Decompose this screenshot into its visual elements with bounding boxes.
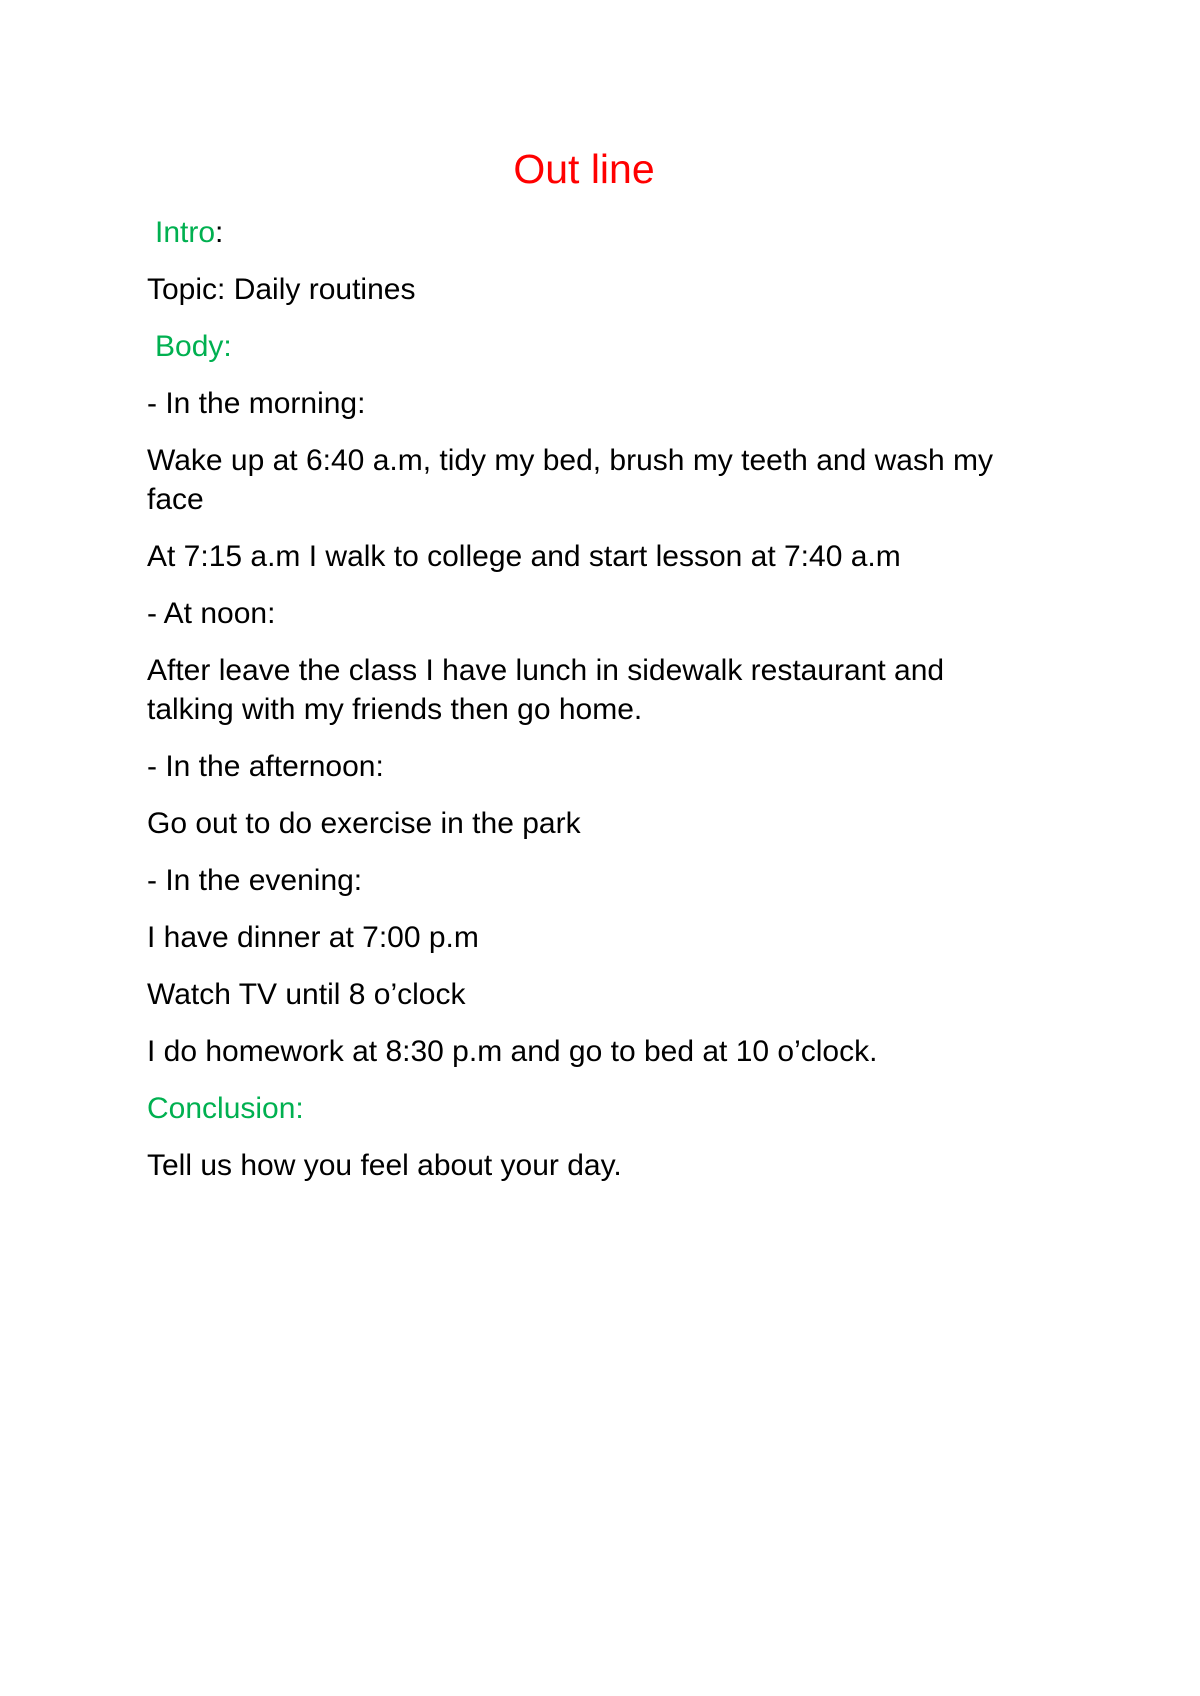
body-heading: Body: — [155, 330, 232, 363]
noon-label: - At noon: — [147, 597, 276, 630]
evening-line-2: Watch TV until 8 o’clock — [147, 978, 466, 1011]
intro-heading: Intro — [155, 216, 216, 249]
morning-line-1: Wake up at 6:40 a.m, tidy my bed, brush my teeth and wash my face — [147, 444, 1002, 516]
outline-content — [147, 213, 1027, 1203]
afternoon-line-1: Go out to do exercise in the park — [147, 807, 581, 840]
page-title: Out line — [513, 146, 655, 192]
intro-topic: Topic: Daily routines — [147, 273, 416, 306]
noon-line-1: After leave the class I have lunch in sidewalk restaurant and talking with my friends then go home. — [147, 654, 953, 726]
evening-line-3: I do homework at 8:30 p.m and go to bed at 10 o’clock. — [147, 1035, 878, 1068]
intro-colon: : — [215, 216, 224, 249]
evening-line-1: I have dinner at 7:00 p.m — [147, 921, 479, 954]
conclusion-text: Tell us how you feel about your day. — [147, 1149, 622, 1182]
morning-label: - In the morning: — [147, 387, 366, 420]
afternoon-label: - In the afternoon: — [147, 750, 384, 783]
morning-line-2: At 7:15 a.m I walk to college and start lesson at 7:40 a.m — [147, 540, 901, 573]
conclusion-heading: Conclusion: — [147, 1092, 304, 1125]
intro-heading-line — [147, 213, 1027, 252]
evening-label: - In the evening: — [147, 864, 363, 897]
